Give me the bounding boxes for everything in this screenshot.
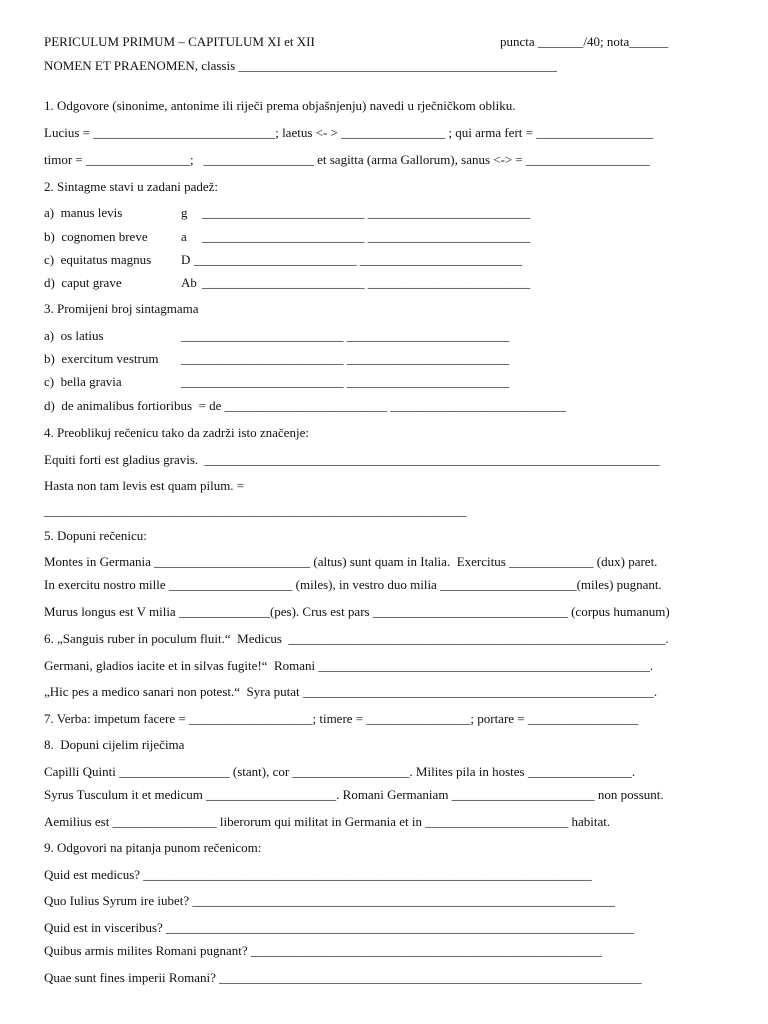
q2-item-d: d) caput grave xyxy=(44,275,122,290)
q3-blanks-a[interactable]: _________________________ _________________________ xyxy=(181,328,510,343)
q6-line-1[interactable]: 6. „Sanguis ruber in poculum fluit.“ Medicus __________________________________________________________. xyxy=(44,631,669,646)
score-field[interactable]: puncta _______/40; nota______ xyxy=(500,34,669,49)
q6-line-3[interactable]: „Hic pes a medico sanari non potest.“ Syra putat ______________________________________________________. xyxy=(44,684,658,699)
q2-case-d: Ab xyxy=(181,275,197,290)
q5-line-2[interactable]: In exercitu nostro mille ___________________ (miles), in vestro duo milia _____________________(miles) pugnant. xyxy=(44,577,662,592)
q3-heading: 3. Promijeni broj sintagmama xyxy=(44,301,199,316)
q1-line-1[interactable]: Lucius = ____________________________; laetus <- > ________________ ; qui arma fert = __________________ xyxy=(44,125,654,140)
q4-line-1[interactable]: Equiti forti est gladius gravis. ______________________________________________________________________ xyxy=(44,452,660,467)
q3-item-c: c) bella gravia xyxy=(44,374,122,389)
q9-line-2[interactable]: Quo Iulius Syrum ire iubet? _________________________________________________________________ xyxy=(44,893,615,908)
q2-case-b: a xyxy=(181,229,187,244)
q2-item-b: b) cognomen breve xyxy=(44,229,148,244)
q5-heading: 5. Dopuni rečenicu: xyxy=(44,528,147,543)
q7-line-1[interactable]: 7. Verba: impetum facere = ___________________; timere = ________________; portare = _________________ xyxy=(44,711,639,726)
q2-case-a: g xyxy=(181,205,188,220)
q1-heading: 1. Odgovore (sinonime, antonime ili riječi prema objašnjenju) navedi u rječničkom obliku. xyxy=(44,98,516,113)
q1-line-2[interactable]: timor = ________________; _________________ et sagitta (arma Gallorum), sanus <-> = ___________________ xyxy=(44,152,650,167)
q9-heading: 9. Odgovori na pitanja punom rečenicom: xyxy=(44,840,262,855)
q9-line-4[interactable]: Quibus armis milites Romani pugnant? ______________________________________________________ xyxy=(44,943,602,958)
q5-line-1[interactable]: Montes in Germania ________________________ (altus) sunt quam in Italia. Exercitus _____________ (dux) paret. xyxy=(44,554,658,569)
q8-line-2[interactable]: Syrus Tusculum it et medicum ____________________. Romani Germaniam ______________________ non possunt. xyxy=(44,787,664,802)
q2-blanks-a[interactable]: _________________________ _________________________ xyxy=(202,205,531,220)
worksheet-title: PERICULUM PRIMUM – CAPITULUM XI et XII xyxy=(44,34,315,49)
q2-heading: 2. Sintagme stavi u zadani padež: xyxy=(44,179,219,194)
q3-item-b: b) exercitum vestrum xyxy=(44,351,159,366)
q3-blanks-c[interactable]: _________________________ _________________________ xyxy=(181,374,510,389)
q4-heading: 4. Preoblikuj rečenicu tako da zadrži isto značenje: xyxy=(44,425,309,440)
q3-blanks-b[interactable]: _________________________ _________________________ xyxy=(181,351,510,366)
q8-heading: 8. Dopuni cijelim riječima xyxy=(44,737,185,752)
q5-line-3[interactable]: Murus longus est V milia ______________(pes). Crus est pars ______________________________ (corpus humanum) xyxy=(44,604,670,619)
q8-line-1[interactable]: Capilli Quinti _________________ (stant), cor __________________. Milites pila in hostes ________________. xyxy=(44,764,636,779)
q2-blanks-c[interactable]: _________________________ _________________________ xyxy=(194,252,523,267)
q2-blanks-d[interactable]: _________________________ _________________________ xyxy=(202,275,531,290)
q8-line-3[interactable]: Aemilius est ________________ liberorum qui militat in Germania et in ______________________ habitat. xyxy=(44,814,611,829)
q3-item-a: a) os latius xyxy=(44,328,104,343)
q6-line-2[interactable]: Germani, gladios iacite et in silvas fugite!“ Romani ___________________________________________________. xyxy=(44,658,654,673)
q4-line-3[interactable]: _________________________________________________________________ xyxy=(44,503,467,518)
q2-blanks-b[interactable]: _________________________ _________________________ xyxy=(202,229,531,244)
name-field[interactable]: NOMEN ET PRAENOMEN, classis _________________________________________________ xyxy=(44,58,557,73)
q9-line-3[interactable]: Quid est in visceribus? ________________________________________________________________________ xyxy=(44,920,635,935)
q3-item-d[interactable]: d) de animalibus fortioribus = de _________________________ ___________________________ xyxy=(44,398,566,413)
q2-case-c: D xyxy=(181,252,191,267)
q2-item-a: a) manus levis xyxy=(44,205,123,220)
q2-item-c: c) equitatus magnus xyxy=(44,252,152,267)
q9-line-1[interactable]: Quid est medicus? _____________________________________________________________________ xyxy=(44,867,592,882)
q9-line-5[interactable]: Quae sunt fines imperii Romani? _________________________________________________________________ xyxy=(44,970,642,985)
q4-line-2: Hasta non tam levis est quam pilum. = xyxy=(44,478,245,493)
